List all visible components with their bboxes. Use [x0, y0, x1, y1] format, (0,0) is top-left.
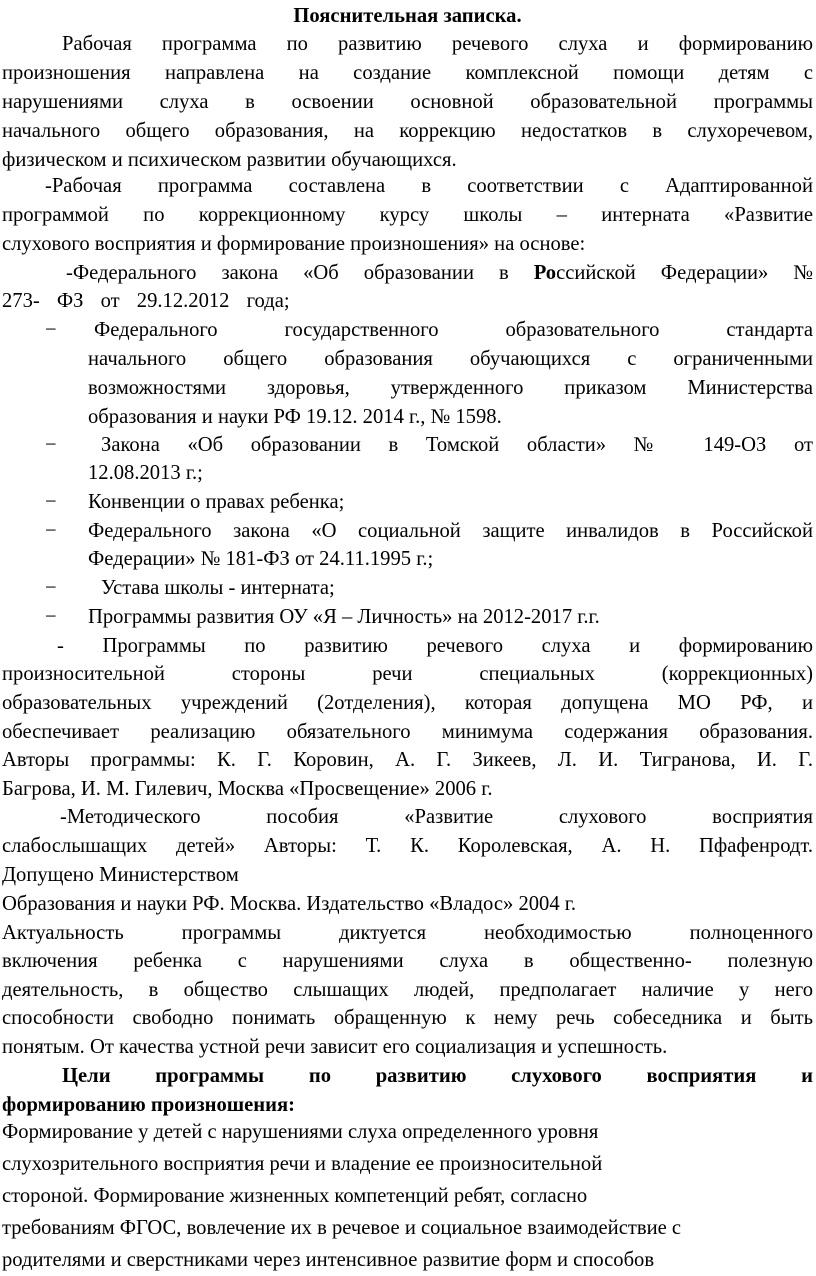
- paragraph-line: -Методического пособия «Развитие слухового восприятия: [60, 806, 813, 828]
- paragraph-line: слухозрительного восприятия речи и владение ее произносительной: [2, 1153, 603, 1175]
- law-text-bold: Ро: [533, 262, 557, 284]
- law-text-pre: -Федерального закона «Об образовании в: [66, 262, 534, 284]
- paragraph-line: требованиям ФГОС, вовлечение их в речевое и социальное взаимодействие с: [2, 1217, 682, 1239]
- bullet-line: Федерального закона «О социальной защите инвалидов в Российской: [88, 520, 813, 542]
- paragraph-line: включения ребенка с нарушениями слуха в общественно- полезную: [2, 950, 813, 972]
- bullet-marker: −: [45, 606, 57, 628]
- bullet-marker: −: [45, 434, 57, 456]
- paragraph-line: родителями и сверстниками через интенсивное развитие форм и способов: [2, 1249, 655, 1271]
- law-line: [66, 259, 813, 288]
- law-line: [2, 287, 813, 316]
- law-text-post: ссийской Федерации» №: [556, 262, 813, 284]
- bullet-marker: −: [45, 319, 57, 341]
- paragraph-line: - Программы по развитию речевого слуха и формированию: [57, 635, 813, 657]
- bullet-marker: −: [45, 577, 57, 599]
- paragraph-line: Образования и науки РФ. Москва. Издательство «Владос» 2004 г.: [2, 893, 577, 915]
- paragraph-line: начального общего образования, на коррекцию недостатков в слухоречевом,: [2, 120, 813, 142]
- bullet-line: начального общего образования обучающихся с ограниченными: [88, 348, 813, 370]
- paragraph-line: произносительной стороны речи специальных (коррекционных): [2, 663, 813, 685]
- paragraph-line: Рабочая программа по развитию речевого слуха и формированию: [62, 33, 813, 55]
- paragraph-line: -Рабочая программа составлена в соответствии с Адаптированной: [45, 175, 813, 197]
- bullet-line: 12.08.2013 г.;: [88, 462, 203, 484]
- paragraph-line: способности свободно понимать обращенную к нему речь собеседника и быть: [2, 1007, 813, 1029]
- paragraph-line: Авторы программы: К. Г. Коровин, А. Г. Зикеев, Л. И. Тигранова, И. Г.: [2, 749, 813, 771]
- bullet-line: Федерации» № 181-ФЗ от 24.11.1995 г.;: [88, 548, 434, 570]
- bullet-line: Программы развития ОУ «Я – Личность» на 2012-2017 г.г.: [88, 606, 600, 628]
- paragraph-line: слухового восприятия и формирование произношения» на основе:: [2, 233, 586, 255]
- bullet-line: Федерального государственного образовательного стандарта: [94, 319, 813, 341]
- paragraph-line: стороной. Формирование жизненных компетенций ребят, согласно: [2, 1185, 588, 1207]
- document-title: Пояснительная записка.: [293, 5, 522, 27]
- bullet-line: Устава школы - интерната;: [101, 577, 335, 599]
- paragraph-line: образовательных учреждений (2отделения), которая допущена МО РФ, и: [2, 692, 813, 714]
- paragraph-line: программой по коррекционному курсу школы – интерната «Развитие: [2, 204, 813, 226]
- paragraph-line: Багрова, И. М. Гилевич, Москва «Просвещение» 2006 г.: [2, 778, 493, 800]
- paragraph-line: нарушениями слуха в освоении основной образовательной программы: [2, 91, 813, 113]
- bullet-marker: −: [45, 491, 57, 513]
- paragraph-line: Допущено Министерством: [2, 864, 239, 886]
- law-text: 273- ФЗ от 29.12.2012 года;: [2, 290, 290, 312]
- bullet-line: Конвенции о правах ребенка;: [88, 491, 345, 513]
- bullet-line: Закона «Об образовании в Томской области» № 149-ОЗ от: [101, 434, 813, 456]
- paragraph-line: физическом и психическом развитии обучающихся.: [2, 149, 457, 171]
- section-heading: формированию произношения:: [2, 1094, 296, 1116]
- bullet-line: возможностями здоровья, утвержденного приказом Министерства: [88, 377, 813, 399]
- paragraph-line: деятельность, в общество слышащих людей, предполагает наличие у него: [2, 979, 813, 1001]
- paragraph-line: Формирование у детей с нарушениями слуха определенного уровня: [2, 1121, 599, 1143]
- bullet-marker: −: [45, 520, 57, 542]
- paragraph-line: произношения направлена на создание комплексной помощи детям с: [2, 62, 813, 84]
- paragraph-line: обеспечивает реализацию обязательного минимума содержания образования.: [2, 721, 813, 743]
- paragraph-line: понятым. От качества устной речи зависит его социализация и успешность.: [2, 1036, 668, 1058]
- paragraph-line: слабослышащих детей» Авторы: Т. К. Королевская, А. Н. Пфафенродт.: [2, 835, 813, 857]
- bullet-line: образования и науки РФ 19.12. 2014 г., № 1598.: [88, 406, 502, 428]
- section-heading: Цели программы по развитию слухового восприятия и: [62, 1065, 813, 1087]
- paragraph-line: Актуальность программы диктуется необходимостью полноценного: [2, 922, 813, 944]
